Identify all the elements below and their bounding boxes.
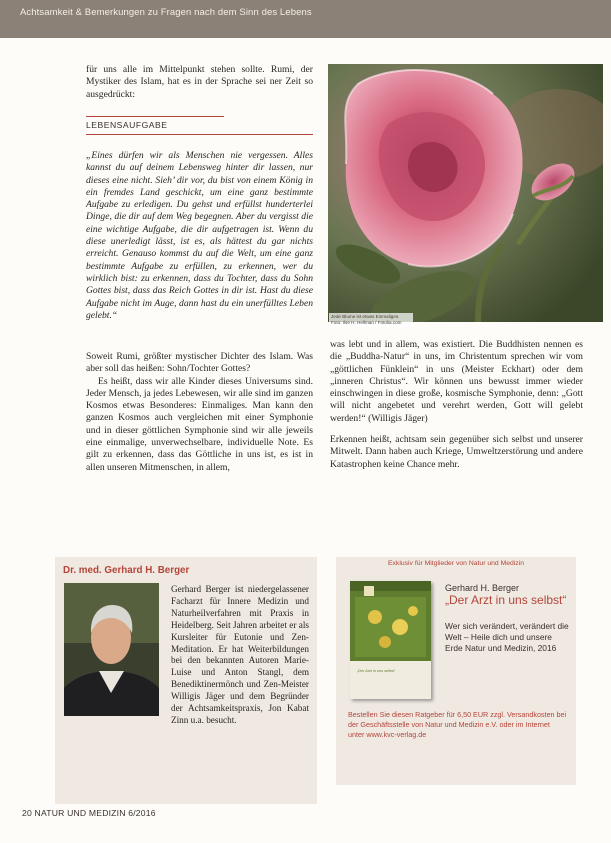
section-divider-bottom (86, 134, 313, 135)
photo-caption: Jede Blume ist etwas Einmaliges. Foto: Ilse H. Hellman / Fotolia.com (329, 313, 413, 327)
ad-book-description: Wer sich verändert, verändert die Welt – Heile dich und unsere Erde Natur und Medizin, 2016 (445, 621, 569, 653)
author-bio-paragraph: Gerhard Berger ist niedergelassener Facharzt für Innere Medizin und Naturheilverfahren mit Praxis in Heidelberg. Seit Jahren arbeitet er als Kursleiter für Eutonie und Zen-Meditation. Er hat Weiterbildungen bei den bekannten Autoren Marie-Luise und Anton Stangl, dem Benediktinermönch und Zen-Meister Willigis Jäger und dem Begründer der Achtsamkeitspraxis, Jon Kabat Zinn u.a. besucht. (171, 584, 309, 725)
ad-book-title: „Der Arzt in uns selbst“ (445, 593, 567, 607)
rumi-quote: „Eines dürfen wir als Menschen nie vergessen. Alles kannst du auf deinem Lebensweg hinter dir lassen, nur dieses eine nicht. Sieh’ dir vor, du bist von einem König in ein fremdes Land geschickt, um eine ganz bestimmte Aufgabe zu erledigen. Du gehst und erfüllst hunderterlei Dinge, die dir auf dem Weg begegnen. Aber du vergisst die eine wichtige Aufgabe, die dir aufgetragen ist. Wenn du diese unerledigt lässt, ist es, als hättest du gar nichts erreicht. Genauso kommst du auf die Welt, um eine ganz bestimmte Aufgabe zu erfüllen, zu erkennen, wer du wirklich bist: zu erkennen, dass du Tochter, dass du Sohn Gottes bist, dass das Reich Gottes in dir ist. Hast du diese Aufgabe nicht im Auge, dann hast du ein unerfülltes Leben gelebt.“ (86, 150, 313, 321)
book-badge (364, 586, 374, 596)
ad-header: Exklusiv für Mitglieder von Natur und Medizin (388, 560, 524, 567)
book-cover-title: „Der Arzt in uns selbst“ (357, 669, 396, 673)
paragraph-buddha-nature: was lebt und in allem, was existiert. Die Buddhisten nennen es die „Buddha-Natur“ in uns, im Christentum sprechen wir vom „göttlichen Fünklein“ in uns (Meister Eckhart) oder dem „inneren Christus“. Wir können uns bewusst immer wieder einschwingen in diese große, kosmische Symphonie, denn: „Gott will nicht angebetet und verehrt werden, Gott will gelebt werden!“ (Willigis Jäger) (330, 339, 583, 424)
author-name: Dr. med. Gerhard H. Berger (63, 565, 190, 576)
paragraph-universe: Es heißt, dass wir alle Kinder dieses Universums sind. Jeder Mensch, ja jedes Lebewesen, wir alle sind im ganzen Kosmos etwas Besonderes: Einmaliges. Man kann den ganzen Kosmos auch vergleichen mit einer Symphonie und in dieser göttlichen Symphonie sind wir alle jeweils eine einmalige, unverwechselbare, individuelle Note. Es gilt zu erkennen, dass das Göttliche in uns ist, es ist in allen unseren Mitmenschen, in allem, (86, 375, 313, 473)
paragraph-mindfulness: Erkennen heißt, achtsam sein gegenüber sich selbst und unserer Mitwelt. Dann haben auch Kriege, Umweltzerstörung und andere Katastrophen keine Chance mehr. (330, 434, 583, 470)
book-cover-photo (355, 597, 426, 657)
paragraph-rumi-summary: Soweit Rumi, größter mystischer Dichter des Islam. Was aber soll das heißen: Sohn/Tochter Gottes? (86, 351, 313, 375)
ad-order-info: Bestellen Sie diesen Ratgeber für 6,50 EUR zzgl. Versandkosten bei der Geschäftsstelle von Natur und Medizin e.V. oder im Internet unter www.kvc-verlag.de (348, 710, 567, 739)
section-title: LEBENSAUFGABE (86, 120, 168, 130)
ad-book-author: Gerhard H. Berger (445, 583, 520, 593)
left-column-body (86, 351, 313, 474)
rose-photo (328, 64, 603, 322)
frosted-rose-image (328, 64, 603, 322)
author-bio-text (63, 584, 309, 727)
page-footer: 20 NATUR UND MEDIZIN 6/2016 (22, 808, 156, 818)
book-cover (350, 581, 431, 699)
right-column-body (330, 339, 583, 480)
book-ad-box (336, 557, 576, 785)
intro-paragraph: für uns alle im Mittelpunkt stehen sollte. Rumi, der Mystiker des Islam, hat es in der Sprache sei ner Zeit so ausgedrückt: (86, 64, 313, 100)
author-bio-box (55, 557, 317, 804)
page-header-text: Achtsamkeit & Bemerkungen zu Fragen nach dem Sinn des Lebens (20, 7, 312, 18)
section-divider-top (86, 116, 224, 117)
page-header-bar (0, 0, 611, 38)
